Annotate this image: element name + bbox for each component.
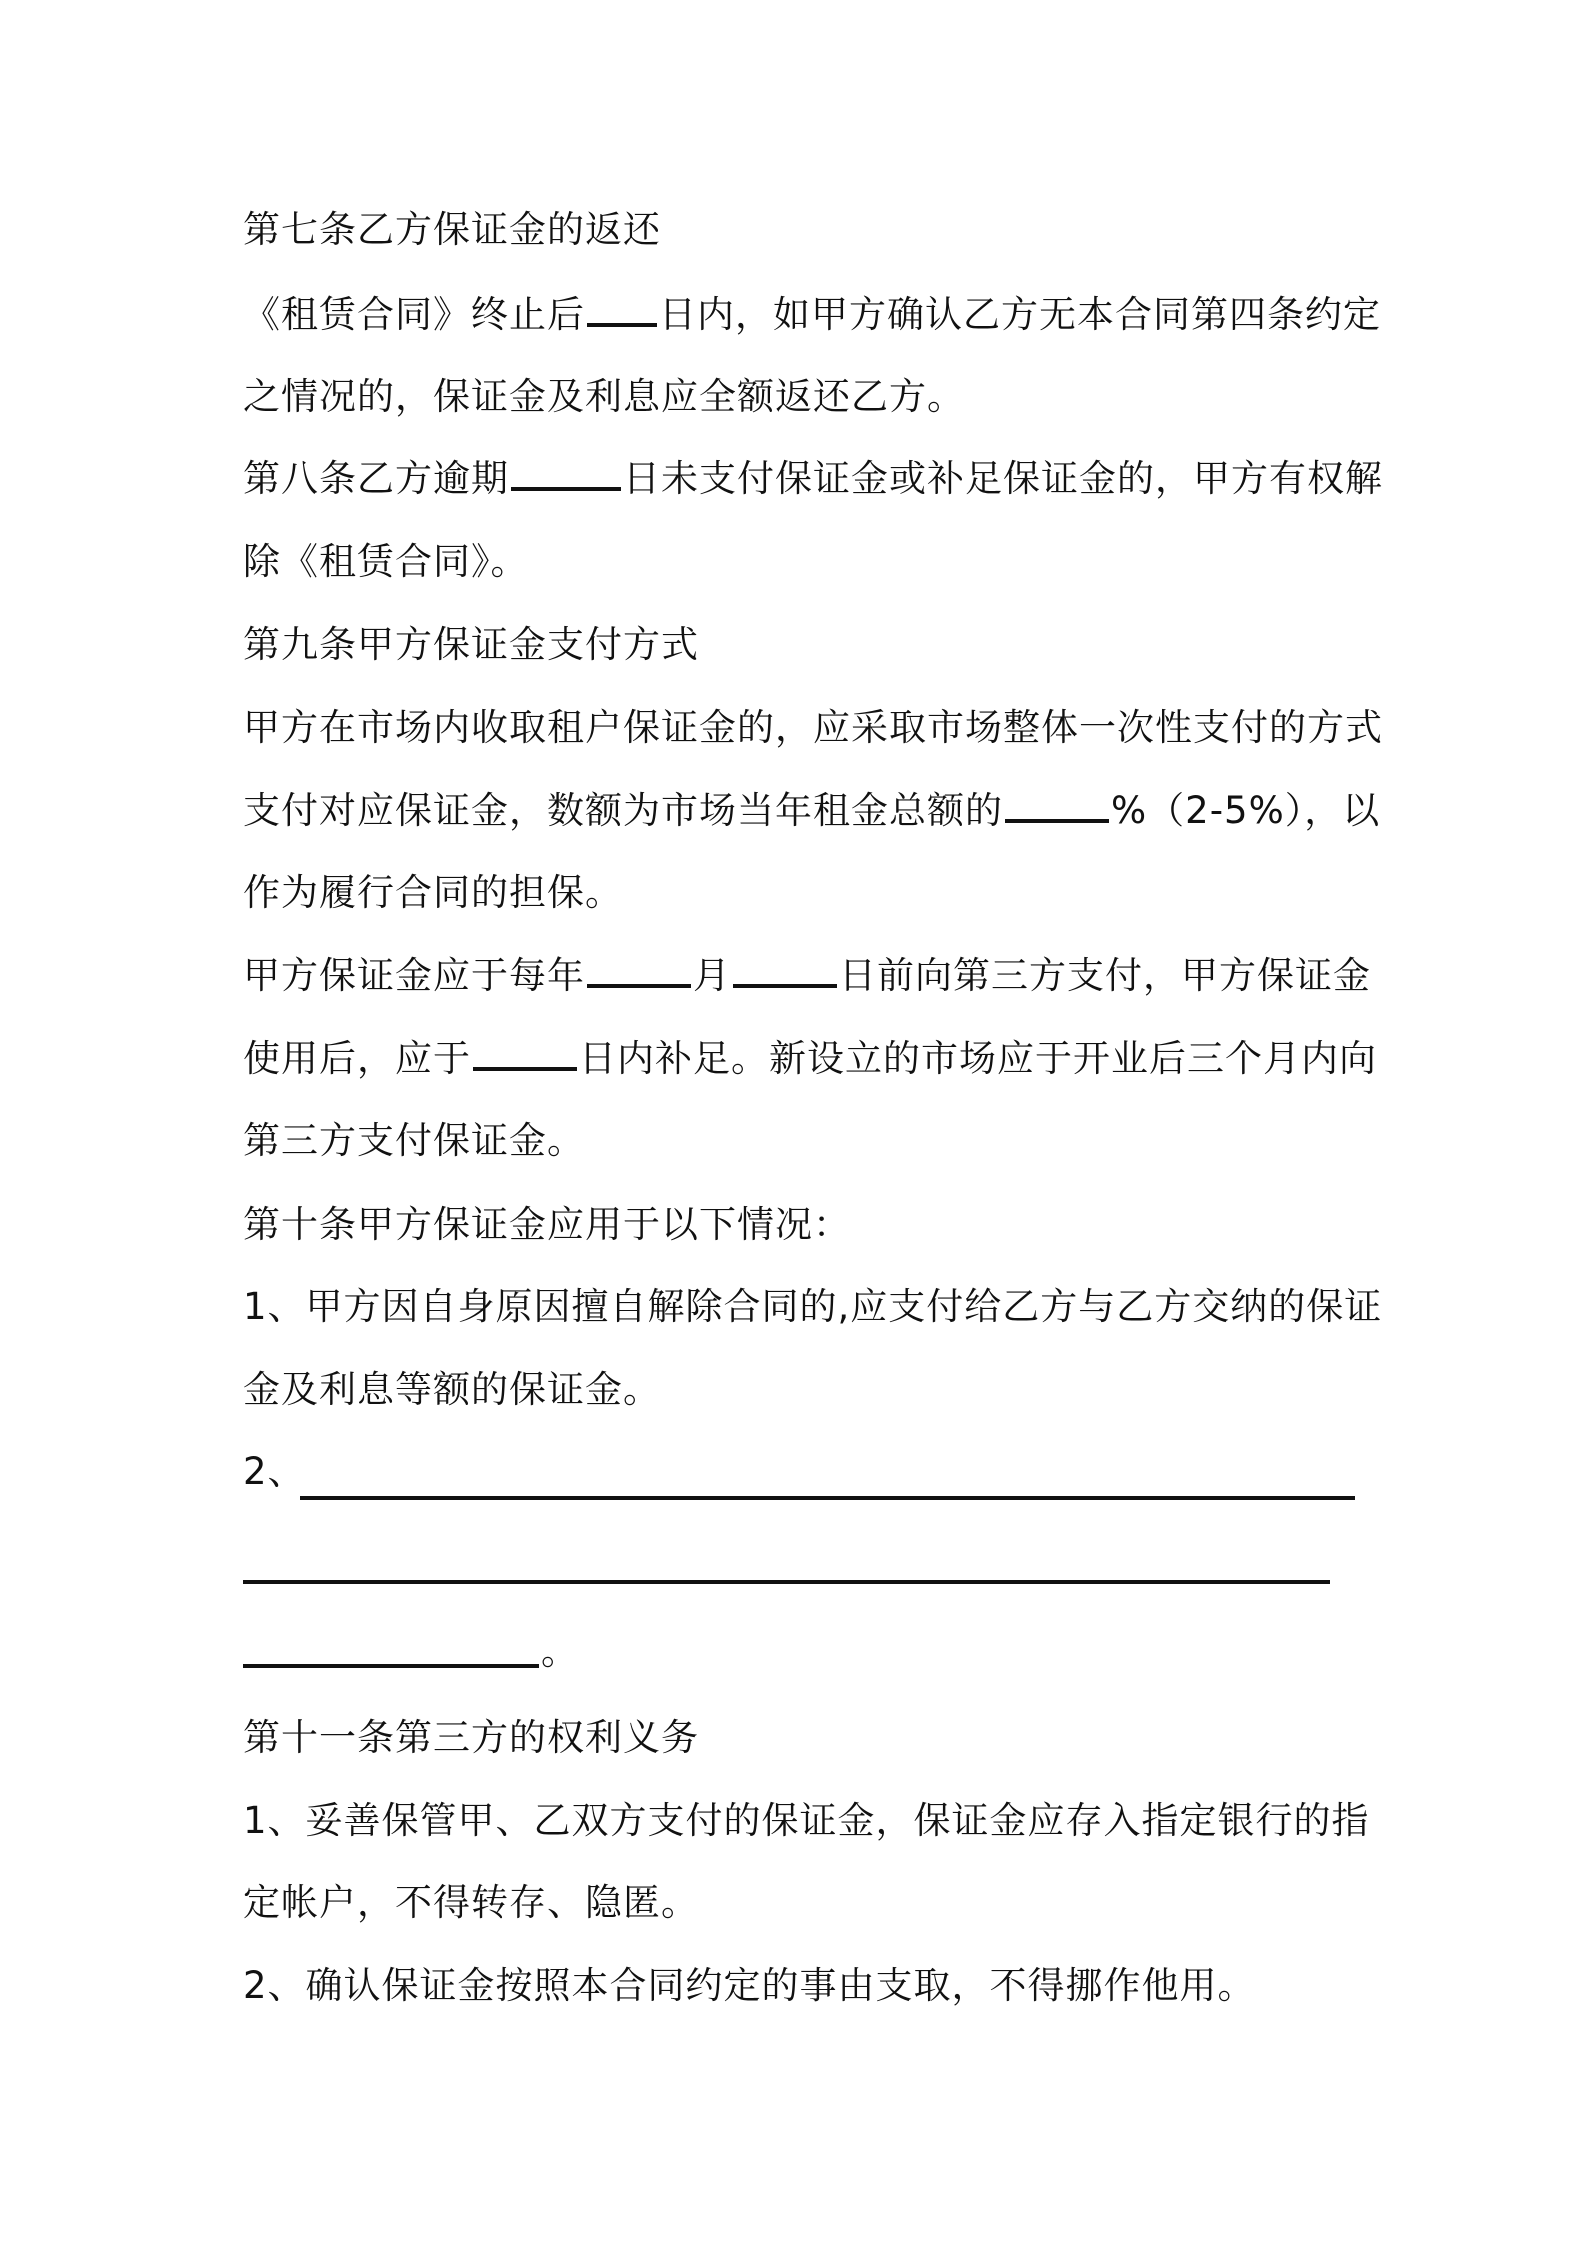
article10-item1-line2: 金及利息等额的保证金。 — [243, 1368, 661, 1411]
article9-heading: 第九条甲方保证金支付方式 — [243, 623, 699, 666]
article7-paragraph-line2: 之情况的，保证金及利息应全额返还乙方。 — [243, 375, 965, 418]
overdue-days-blank[interactable] — [511, 457, 621, 491]
article11-item1-line1: 1、妥善保管甲、乙双方支付的保证金，保证金应存入指定银行的指 — [243, 1799, 1370, 1842]
month-blank[interactable] — [587, 954, 691, 988]
replenish-days-blank[interactable] — [473, 1037, 577, 1071]
day-blank[interactable] — [733, 954, 837, 988]
article9-p2-line3: 第三方支付保证金。 — [243, 1119, 585, 1162]
article10-item2-end: 。 — [541, 1630, 579, 1673]
article10-item2-prefix: 2、 — [243, 1450, 306, 1493]
item2-fill-line-3[interactable] — [243, 1664, 539, 1668]
item2-fill-line-1[interactable] — [300, 1496, 1355, 1500]
item2-fill-line-2[interactable] — [243, 1580, 1330, 1584]
days-blank[interactable] — [587, 293, 657, 327]
article9-p1-line1: 甲方在市场内收取租户保证金的，应采取市场整体一次性支付的方式 — [243, 706, 1383, 749]
article9-p1-line3: 作为履行合同的担保。 — [243, 871, 623, 914]
article7-heading: 第七条乙方保证金的返还 — [243, 208, 661, 251]
article9-p1-line2: 支付对应保证金，数额为市场当年租金总额的 %（2-5%），以 — [243, 789, 1381, 832]
percentage-blank[interactable] — [1005, 789, 1109, 823]
article11-heading: 第十一条第三方的权利义务 — [243, 1716, 699, 1759]
article8-line2: 除《租赁合同》。 — [243, 540, 529, 583]
article8-line1: 第八条乙方逾期 日未支付保证金或补足保证金的，甲方有权解 — [243, 457, 1383, 500]
article9-p2-line1: 甲方保证金应于每年 月 日前向第三方支付，甲方保证金 — [243, 954, 1371, 997]
article10-heading: 第十条甲方保证金应用于以下情况： — [243, 1203, 851, 1246]
article11-item2: 2、确认保证金按照本合同约定的事由支取，不得挪作他用。 — [243, 1964, 1256, 2007]
article7-paragraph-line1: 《租赁合同》终止后 日内，如甲方确认乙方无本合同第四条约定 — [243, 293, 1381, 336]
article9-p2-line2: 使用后，应于 日内补足。新设立的市场应于开业后三个月内向 — [243, 1037, 1377, 1080]
article11-item1-line2: 定帐户，不得转存、隐匿。 — [243, 1881, 699, 1924]
article10-item1-line1: 1、甲方因自身原因擅自解除合同的,应支付给乙方与乙方交纳的保证 — [243, 1285, 1383, 1328]
